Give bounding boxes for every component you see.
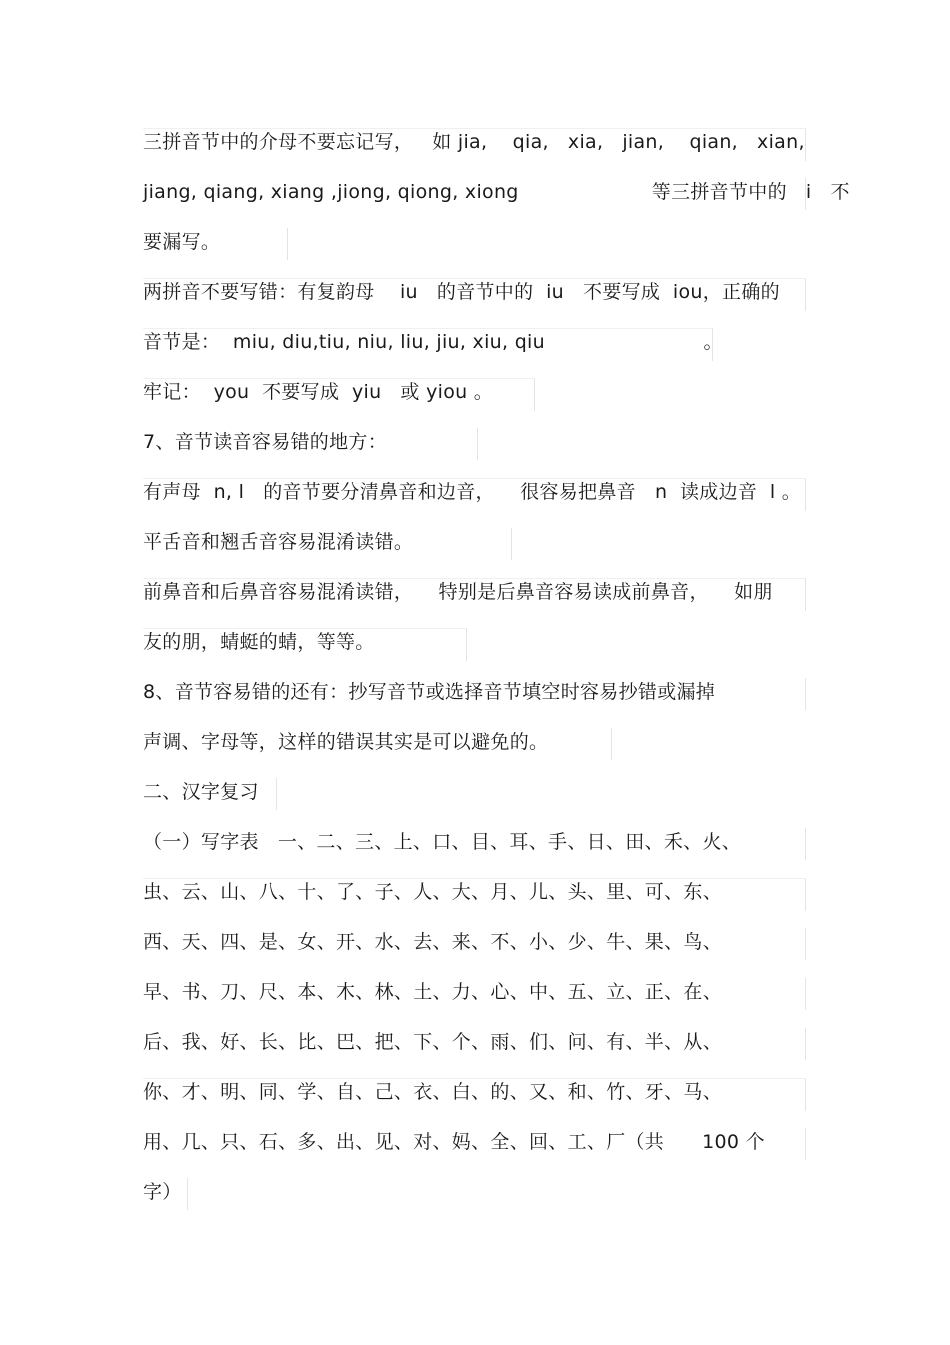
char-table-line-6: 你、才、明、同、学、自、己、衣、白、的、又、和、竹、牙、马、 [143, 1081, 723, 1103]
section-heading-hanzi: 二、汉字复习 [143, 781, 259, 803]
section-heading-8: 8、音节容易错的还有：抄写音节或选择音节填空时容易抄错或漏掉 [143, 681, 716, 703]
char-table-line-7: 用、几、只、石、多、出、见、对、妈、全、回、工、厂（共 100 个 [143, 1131, 765, 1153]
char-table-line-5: 后、我、好、长、比、巴、把、下、个、雨、们、问、有、半、从、 [143, 1031, 723, 1053]
pinyin-line-8: 有声母 n, l 的音节要分清鼻音和边音， 很容易把鼻音 n 读成边音 l 。 [143, 481, 802, 503]
pinyin-line-3: 要漏写。 [143, 231, 221, 253]
char-table-line-4: 早、书、刀、尺、本、木、林、土、力、心、中、五、立、正、在、 [143, 981, 723, 1003]
pinyin-line-9: 平舌音和翘舌音容易混淆读错。 [143, 531, 414, 553]
pinyin-line-11: 友的朋，蜻蜓的蜻，等等。 [143, 631, 375, 653]
pinyin-line-6: 牢记： you 不要写成 yiu 或 yiou 。 [143, 381, 494, 403]
pinyin-line-2: jiang, qiang, xiang ,jiong, qiong, xiong 等三拼音节中的 i 不 [143, 181, 850, 203]
section-heading-7: 7、音节读音容易错的地方： [143, 431, 387, 453]
char-table-line-8: 字） [143, 1181, 182, 1203]
char-table-line-2: 虫、云、山、八、十、了、子、人、大、月、儿、头、里、可、东、 [143, 881, 723, 903]
pinyin-line-1: 三拼音节中的介母不要忘记写， 如 jia, qia, xia, jian, qian, xian, [143, 131, 805, 153]
pinyin-line-5: 音节是： miu, diu,tiu, niu, liu, jiu, xiu, qiu 。 [143, 331, 723, 353]
pinyin-line-13: 声调、字母等，这样的错误其实是可以避免的。 [143, 731, 549, 753]
char-table-line-1: （一）写字表 一、二、三、上、口、目、耳、手、日、田、禾、火、 [143, 831, 742, 853]
pinyin-line-10: 前鼻音和后鼻音容易混淆读错， 特别是后鼻音容易读成前鼻音， 如朋 [143, 581, 773, 603]
pinyin-line-4: 两拼音不要写错：有复韵母 iu 的音节中的 iu 不要写成 iou，正确的 [143, 281, 780, 303]
char-table-line-3: 西、天、四、是、女、开、水、去、来、不、小、少、牛、果、鸟、 [143, 931, 723, 953]
